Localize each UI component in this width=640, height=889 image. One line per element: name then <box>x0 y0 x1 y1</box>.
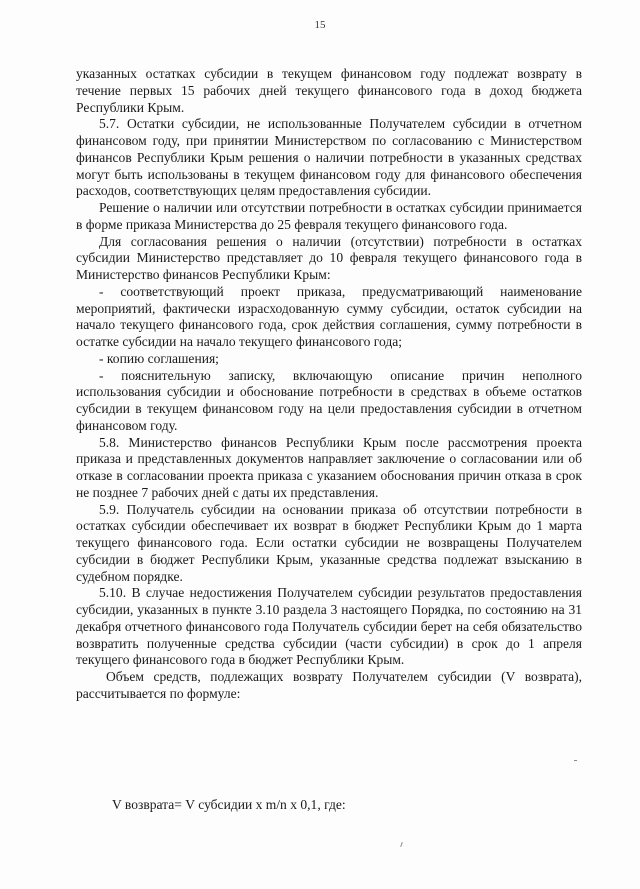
paragraph-5-7: 5.7. Остатки субсидии, не использованные Получателем субсидии в отчетном финансовом году, при принятии Министерством по согласованию с Министерством финансов Республики Крым решения о наличии потребности в указанных средствах могут быть использованы в текущем финансовом году для финансового обеспечения расходов, соответствующих целям предоставления субсидии. <box>76 116 582 199</box>
page-number: 15 <box>314 19 326 31</box>
return-formula: V возврата= V субсидии x m/n x 0,1, где: <box>112 797 346 812</box>
paragraph-return-volume: Объем средств, подлежащих возврату Получателем субсидии (V возврата), рассчитывается по формуле: <box>76 669 582 701</box>
scan-speck <box>574 760 577 761</box>
paragraph-5-10: 5.10. В случае недостижения Получателем субсидии результатов предоставления субсидии, указанных в пункте 3.10 раздела 3 настоящего Порядка, по состоянию на 31 декабря отчетного финансового года Получатель субсидии берет на себя обязательство возвратить полученные средства субсидии (части субсидии) в срок до 1 апреля текущего финансового года в бюджет Республики Крым. <box>76 585 582 668</box>
paragraph-5-8: 5.8. Министерство финансов Республики Крым после рассмотрения проекта приказа и представленных документов направляет заключение о согласовании или об отказе в согласовании проекта приказа с указанием обоснования причин отказа в срок не позднее 7 рабочих дней с даты их представления. <box>76 434 582 500</box>
document-body <box>76 66 582 703</box>
paragraph-return-deadline: указанных остатках субсидии в текущем финансовом году подлежат возврату в течение первых 15 рабочих дней текущего финансового года в доход бюджета Республики Крым. <box>76 66 582 115</box>
paragraph-approval-documents: Для согласования решения о наличии (отсутствии) потребности в остатках субсидии Министерство представляет до 10 февраля текущего финансового года в Министерство финансов Республики Крым: <box>76 233 582 282</box>
list-item-explanatory-note: - пояснительную записку, включающую описание причин неполного использования субсидии и обоснование потребности в средствах в объеме остатков субсидии в текущем финансовом году на цели предоставления субсидии в отчетном финансовом году. <box>76 367 582 433</box>
list-item-agreement-copy: - копию соглашения; <box>99 350 219 366</box>
scan-speck <box>400 842 403 847</box>
paragraph-5-9: 5.9. Получатель субсидии на основании приказа об отсутствии потребности в остатках субсидии обеспечивает их возврат в бюджет Республики Крым до 1 марта текущего финансового года. Если остатки субсидии не возвращены Получателем субсидии в бюджет Республики Крым, указанные средства подлежат взысканию в судебном порядке. <box>76 501 582 584</box>
list-item-draft-order: - соответствующий проект приказа, предусматривающий наименование мероприятий, фактически израсходованную сумму субсидии, остаток субсидии на начало текущего финансового года, срок действия соглашения, сумму потребности в остатке субсидии на начало текущего финансового года; <box>76 283 582 349</box>
paragraph-decision: Решение о наличии или отсутствии потребности в остатках субсидии принимается в форме приказа Министерства до 25 февраля текущего финансового года. <box>76 200 582 232</box>
